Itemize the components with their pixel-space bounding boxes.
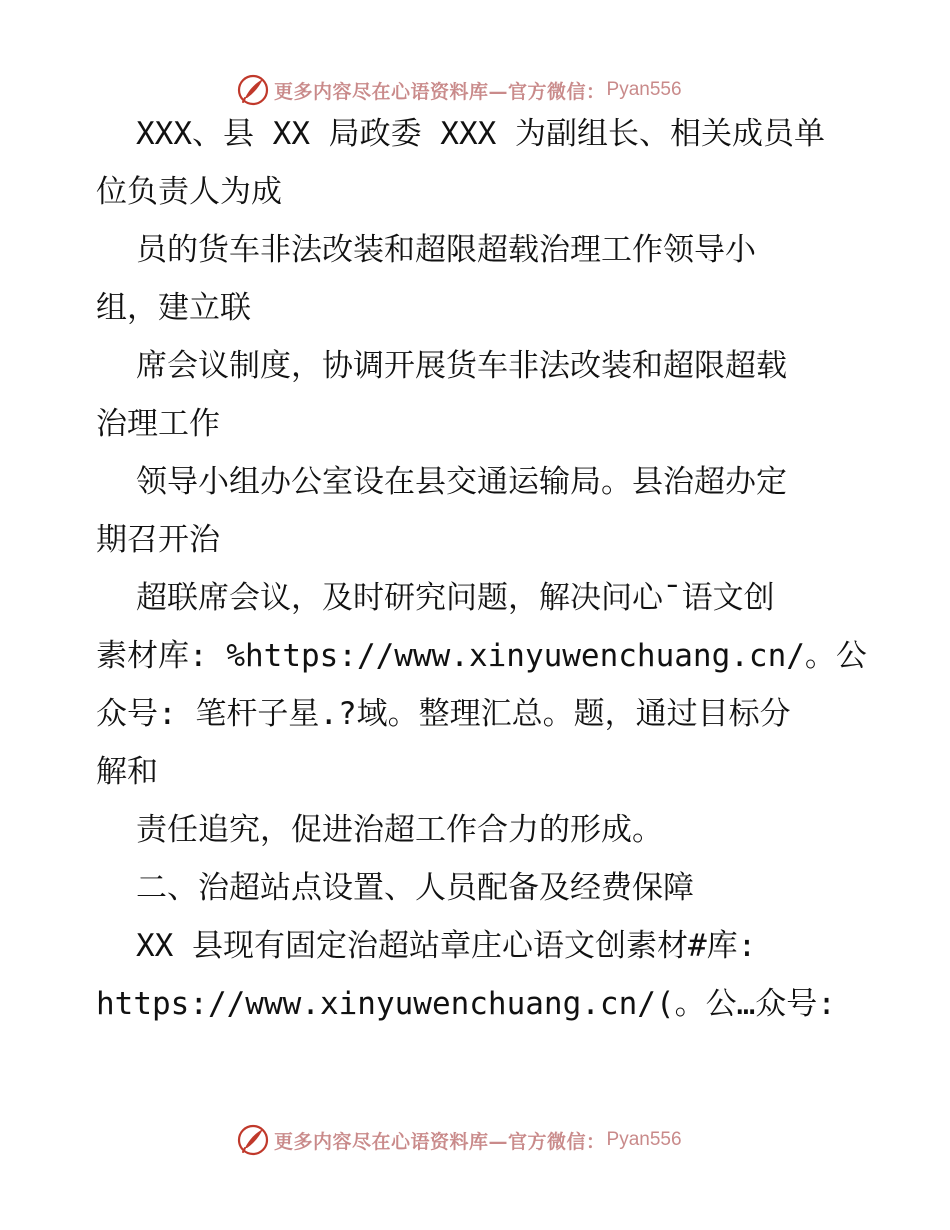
text-line: 解和	[96, 754, 158, 790]
text-line: https://www.xinyuwenchuang.cn/(。公…众号:	[96, 986, 836, 1022]
text-line: 员的货车非法改装和超限超载治理工作领导小	[136, 232, 756, 268]
text-line: 责任追究，促进治超工作合力的形成。	[136, 812, 663, 848]
watermark-wechat-id: Pyan556	[606, 1129, 682, 1150]
text-line: 领导小组办公室设在县交通运输局。县治超办定	[136, 464, 787, 500]
text-line: 治理工作	[96, 406, 220, 442]
text-line: XX 县现有固定治超站章庄心语文创素材#库:	[136, 928, 757, 964]
quill-logo-icon	[236, 1123, 270, 1157]
text-line: 期召开治	[96, 522, 220, 558]
quill-logo-icon	[236, 73, 270, 107]
text-line: 位负责人为成	[96, 174, 282, 210]
watermark-text: 更多内容尽在心语资料库—官方微信：	[274, 1130, 606, 1153]
text-line: XXX、县 XX 局政委 XXX 为副组长、相关成员单	[136, 116, 825, 152]
text-line: 席会议制度，协调开展货车非法改装和超限超载	[136, 348, 787, 384]
section-heading: 二、治超站点设置、人员配备及经费保障	[136, 870, 694, 906]
text-line: 组，建立联	[96, 290, 251, 326]
text-line: 素材库: %https://www.xinyuwenchuang.cn/。公	[96, 638, 867, 674]
header-watermark	[236, 73, 682, 107]
watermark-text: 更多内容尽在心语资料库—官方微信：	[274, 80, 606, 103]
text-line: 超联席会议，及时研究问题，解决问心¯语文创	[136, 580, 775, 616]
footer-watermark	[236, 1123, 682, 1157]
watermark-wechat-id: Pyan556	[606, 79, 682, 100]
text-line: 众号: 笔杆子星.?域。整理汇总。题，通过目标分	[96, 696, 791, 732]
